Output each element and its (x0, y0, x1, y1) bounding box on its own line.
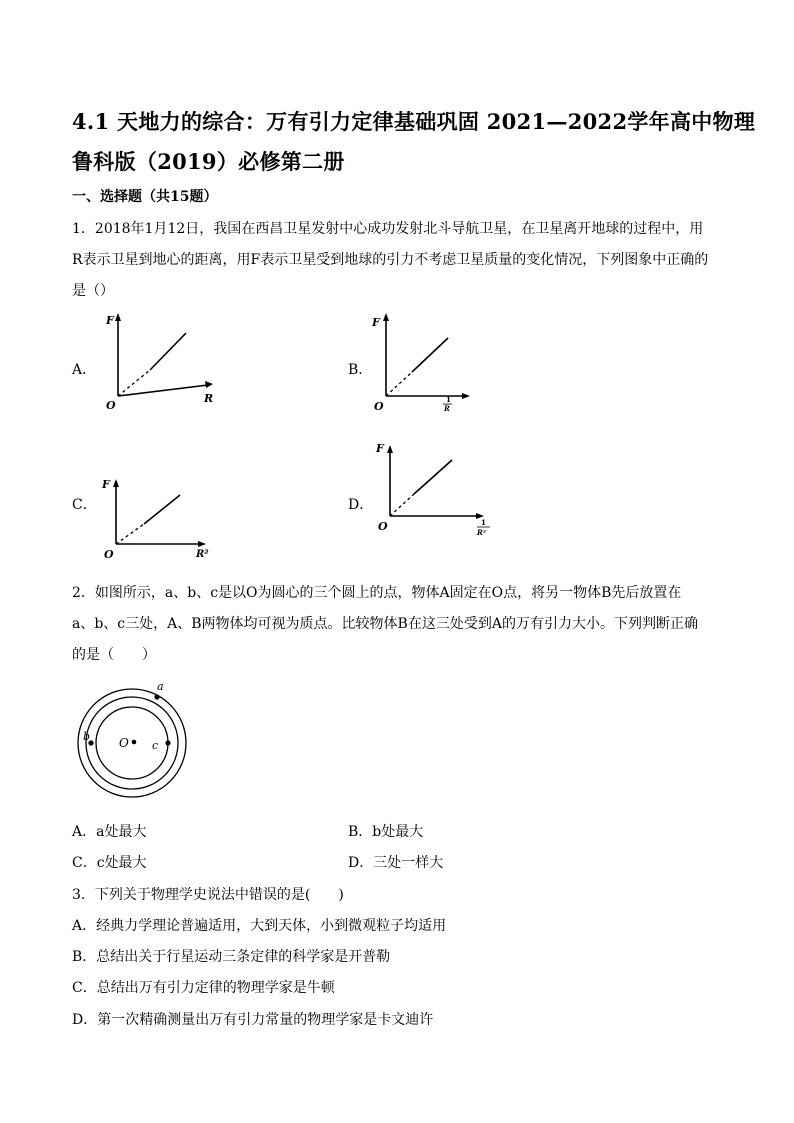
q2-stem-line2: a、b、c三处，A、B两物体均可视为质点。比较物体B在这三处受到A的万有引力大小。下列判断正确 (72, 616, 698, 632)
q3-option-d[interactable]: D．第一次精确测量出万有引力常量的物理学家是卡文迪许 (72, 1012, 434, 1028)
q2-stem-line1: 2．如图所示，a、b、c是以O为圆心的三个圆上的点，物体A固定在O点，将另一物体B先后放置在 (72, 585, 682, 601)
section-heading: 一、选择题（共15题） (72, 189, 218, 205)
q2-concentric-circles-figure (75, 675, 195, 805)
document-title-line2: 鲁科版（2019）必修第二册 (72, 149, 345, 174)
q3-stem: 3．下列关于物理学史说法中错误的是( ) (72, 887, 344, 903)
q1-b-origin: O (374, 400, 384, 413)
q1-d-xlabel-den: R² (477, 528, 486, 537)
q2-point-c: c (152, 739, 159, 752)
q2-point-o: O (119, 736, 129, 750)
q1-graph-c (98, 472, 218, 562)
q1-b-xlabel-den: R (444, 404, 450, 413)
q1-a-origin: O (106, 399, 116, 410)
q1-stem-line3: 是（） (72, 283, 114, 299)
q2-point-b: b (83, 730, 91, 743)
q2-option-b[interactable]: B．b处最大 (348, 824, 424, 840)
q1-a-xlabel: R (204, 392, 214, 405)
q1-option-d-label[interactable]: D． (348, 497, 374, 513)
q1-d-ylabel: F (376, 442, 384, 455)
q3-option-a[interactable]: A．经典力学理论普遍适用，大到天体，小到微观粒子均适用 (72, 918, 447, 934)
q1-option-c-label[interactable]: C． (72, 497, 97, 513)
q3-option-b[interactable]: B．总结出关于行星运动三条定律的科学家是开普勒 (72, 949, 391, 965)
q1-b-ylabel: F (372, 316, 380, 329)
q2-option-a[interactable]: A．a处最大 (72, 824, 147, 840)
q1-graph-a (100, 310, 230, 410)
q2-stem-line3: 的是（ ） (72, 647, 156, 663)
q1-graph-d (370, 436, 495, 546)
q1-stem-line1: 1．2018年1月12日，我国在西昌卫星发射中心成功发射北斗导航卫星，在卫星离开地球的过程中，用 (72, 221, 704, 237)
q1-stem-line2: R表示卫星到地心的距离，用F表示卫星受到地球的引力不考虑卫星质量的变化情况，下列图象中正确的 (72, 252, 709, 268)
q1-d-origin: O (378, 520, 388, 533)
q1-a-ylabel: F (106, 314, 114, 327)
q2-point-a: a (157, 680, 164, 693)
q2-option-d[interactable]: D．三处一样大 (348, 855, 444, 871)
q1-c-ylabel: F (102, 478, 110, 491)
document-title-line1: 4.1 天地力的综合：万有引力定律基础巩固 2021—2022学年高中物理 (72, 109, 756, 134)
q1-d-xlabel-num: 1 (481, 518, 486, 527)
q1-c-origin: O (104, 548, 114, 561)
q1-c-xlabel: R² (196, 549, 209, 560)
q2-option-c[interactable]: C．c处最大 (72, 855, 147, 871)
q1-option-b-label[interactable]: B． (348, 362, 373, 378)
q1-b-xlabel-num: 1 (446, 395, 451, 404)
q1-graph-b (368, 310, 478, 415)
q3-option-c[interactable]: C．总结出万有引力定律的物理学家是牛顿 (72, 980, 335, 996)
q1-option-a-label[interactable]: A． (72, 362, 97, 378)
